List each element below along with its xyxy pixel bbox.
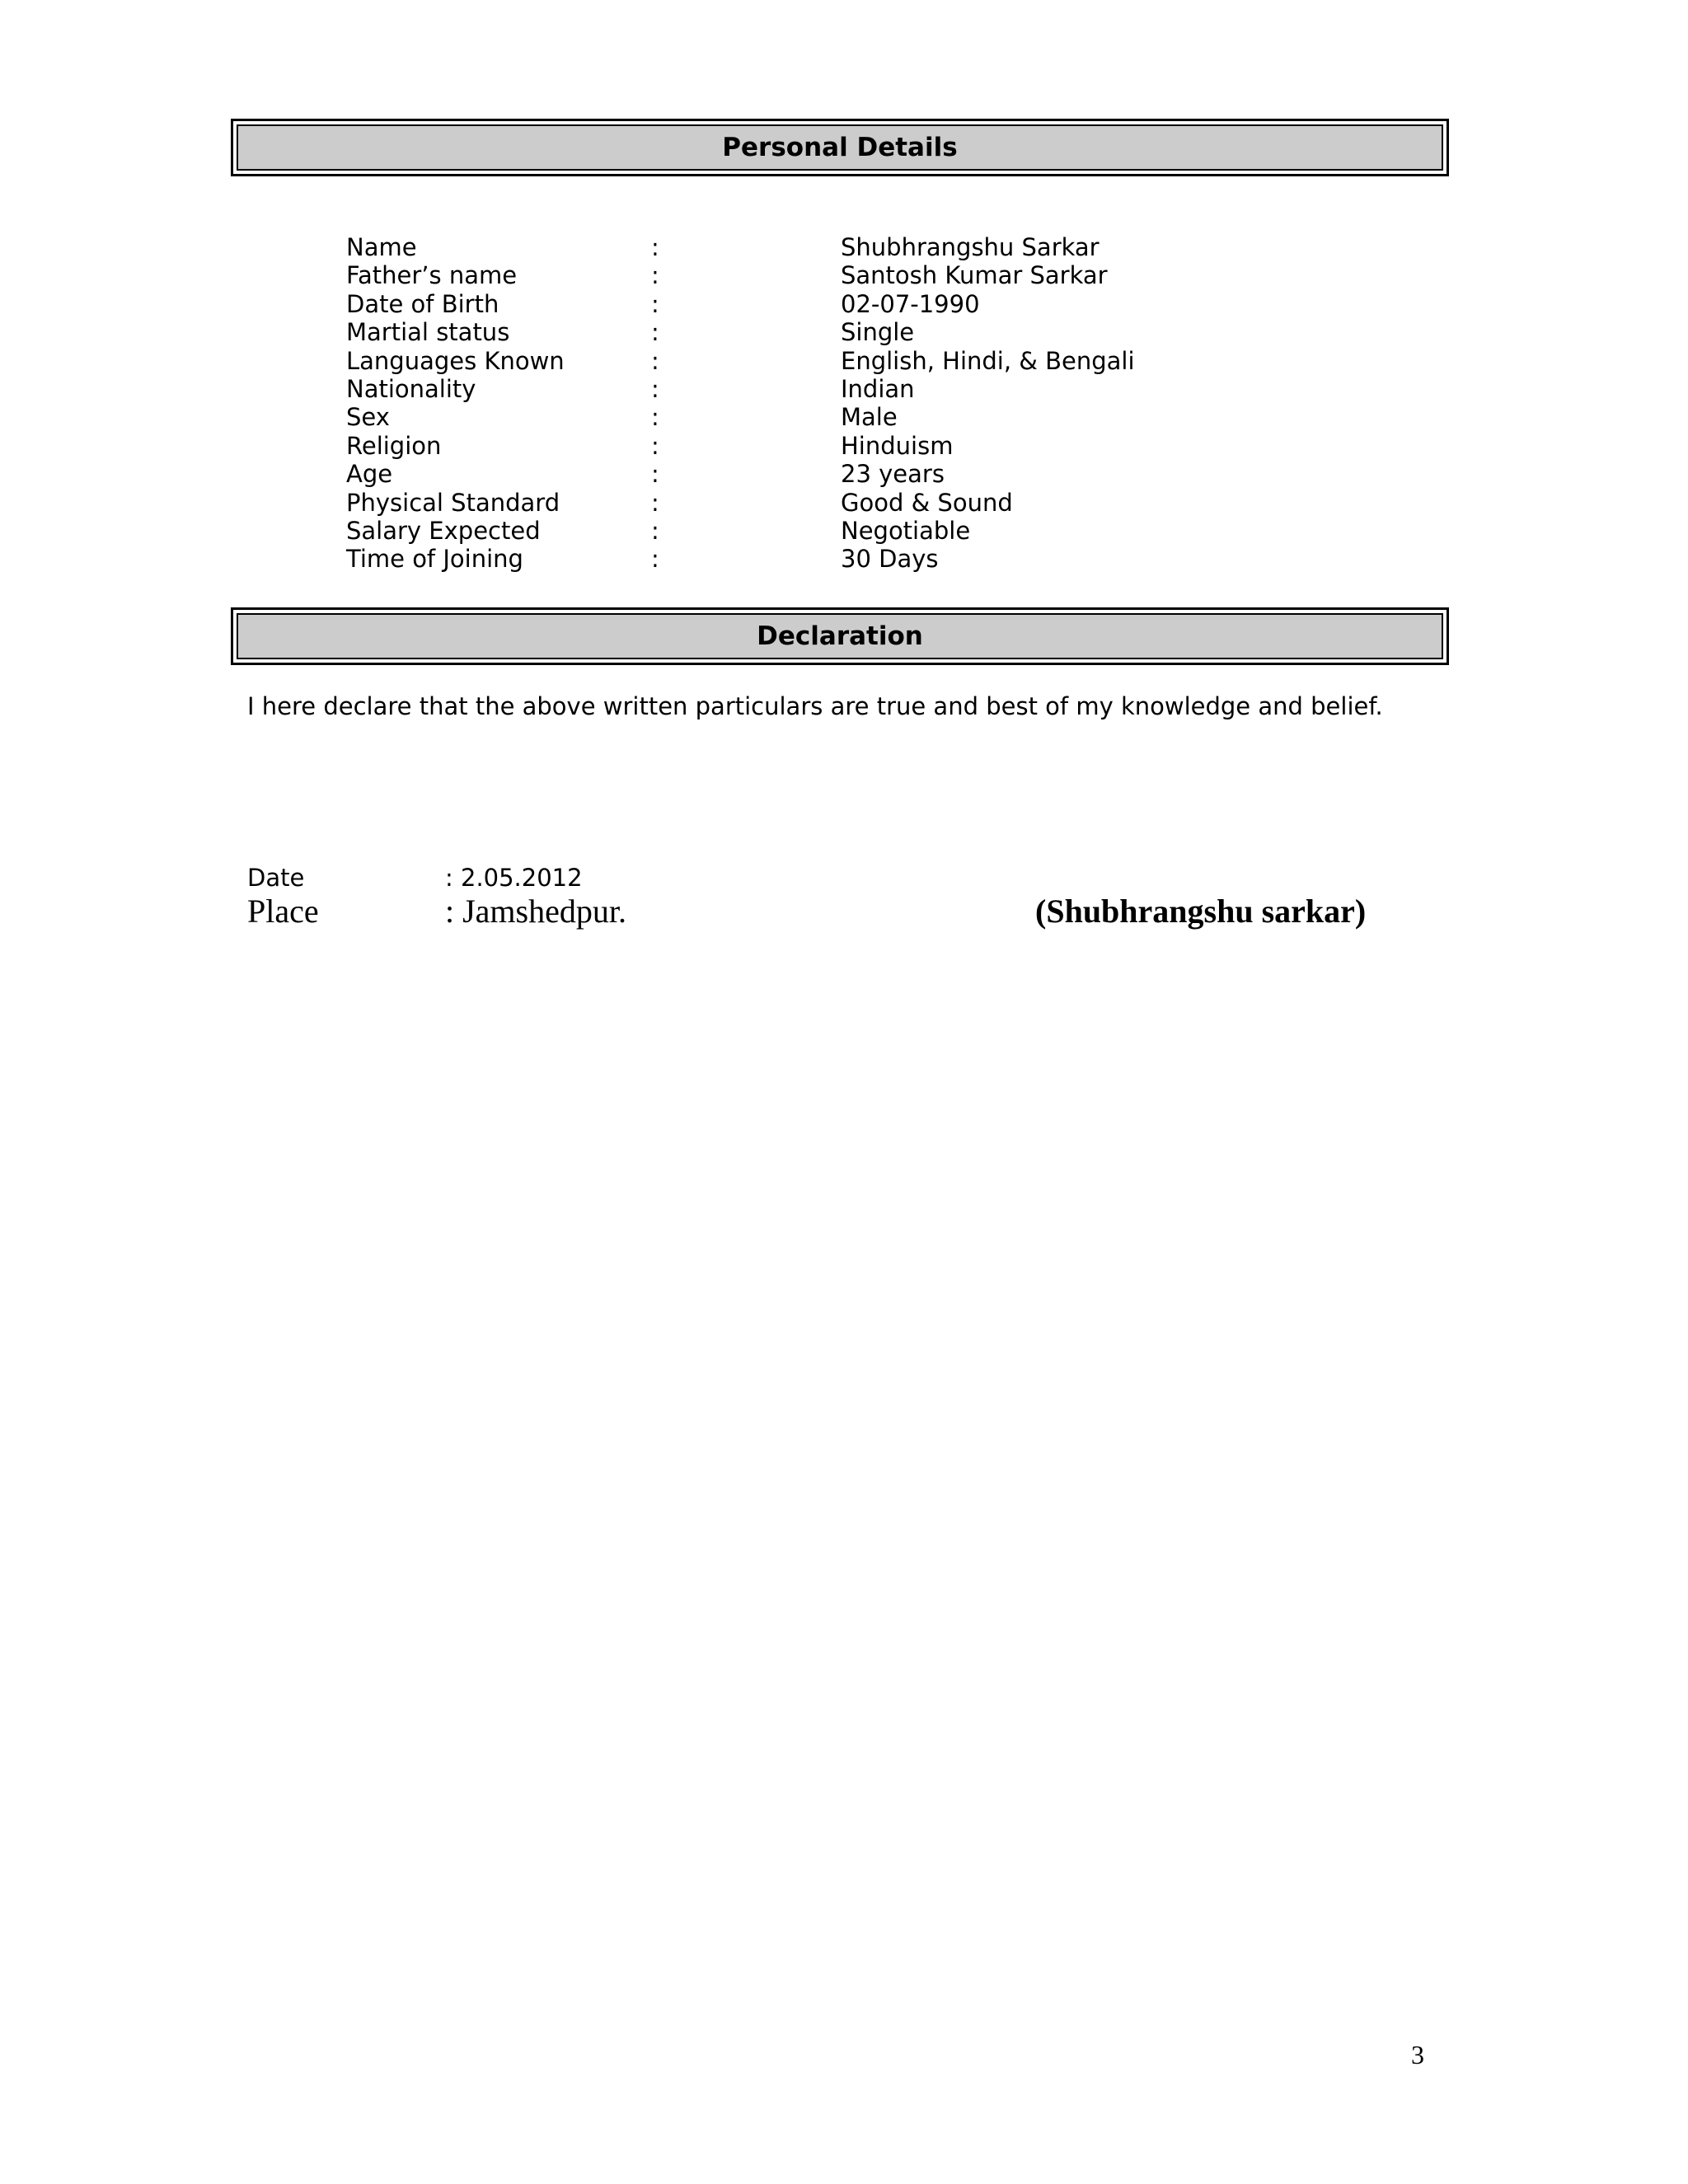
- detail-label: Date of Birth: [346, 289, 499, 318]
- detail-value: Santosh Kumar Sarkar: [841, 261, 1108, 290]
- detail-label: Father’s name: [346, 261, 518, 290]
- detail-separator: :: [651, 545, 659, 574]
- detail-separator: :: [651, 318, 659, 347]
- detail-value: Negotiable: [841, 517, 971, 546]
- detail-label: Languages Known: [346, 346, 565, 375]
- signature-name: (Shubhrangshu sarkar): [1035, 893, 1367, 930]
- detail-row: [346, 489, 1135, 517]
- detail-separator: :: [651, 517, 659, 546]
- detail-separator: :: [651, 488, 659, 517]
- detail-label: Name: [346, 233, 417, 261]
- detail-label: Martial status: [346, 318, 510, 347]
- detail-value: 23 years: [841, 460, 945, 489]
- detail-row: [346, 432, 1135, 460]
- personal-details-table: [346, 233, 1135, 574]
- detail-separator: :: [651, 375, 659, 404]
- detail-label: Salary Expected: [346, 517, 541, 546]
- place-row: [247, 892, 626, 930]
- detail-label: Nationality: [346, 375, 476, 404]
- detail-separator: :: [651, 233, 659, 261]
- detail-row: [346, 290, 1135, 318]
- detail-row: [346, 318, 1135, 346]
- personal-details-header: [231, 119, 1449, 176]
- date-value: : 2.05.2012: [445, 864, 583, 892]
- detail-label: Physical Standard: [346, 488, 560, 517]
- detail-label: Sex: [346, 403, 390, 432]
- page-number: 3: [1411, 2040, 1424, 2069]
- detail-value: Single: [841, 318, 915, 347]
- detail-separator: :: [651, 403, 659, 432]
- detail-separator: :: [651, 431, 659, 460]
- detail-value: English, Hindi, & Bengali: [841, 346, 1135, 375]
- detail-label: Religion: [346, 431, 442, 460]
- detail-separator: :: [651, 289, 659, 318]
- detail-value: Male: [841, 403, 898, 432]
- detail-label: Age: [346, 460, 393, 489]
- date-label: Date: [247, 864, 305, 892]
- declaration-header: [231, 607, 1449, 665]
- place-value: : Jamshedpur.: [445, 893, 626, 930]
- detail-value: 02-07-1990: [841, 289, 980, 318]
- date-row: [247, 864, 583, 892]
- detail-row: [346, 545, 1135, 573]
- detail-row: [346, 517, 1135, 545]
- place-label: Place: [247, 893, 319, 930]
- detail-value: Indian: [841, 375, 915, 404]
- personal-details-title: Personal Details: [237, 124, 1443, 171]
- detail-row: [346, 460, 1135, 488]
- detail-separator: :: [651, 261, 659, 290]
- detail-row: [346, 403, 1135, 431]
- declaration-title: Declaration: [237, 613, 1443, 659]
- detail-separator: :: [651, 346, 659, 375]
- detail-separator: :: [651, 460, 659, 489]
- detail-row: [346, 375, 1135, 403]
- detail-label: Time of Joining: [346, 545, 523, 574]
- detail-row: [346, 233, 1135, 261]
- detail-row: [346, 347, 1135, 375]
- detail-row: [346, 261, 1135, 289]
- detail-value: Shubhrangshu Sarkar: [841, 233, 1100, 261]
- detail-value: Good & Sound: [841, 488, 1013, 517]
- detail-value: Hinduism: [841, 431, 954, 460]
- detail-value: 30 Days: [841, 545, 939, 574]
- declaration-text: I here declare that the above written particulars are true and best of my knowledge and belief.: [247, 692, 1383, 720]
